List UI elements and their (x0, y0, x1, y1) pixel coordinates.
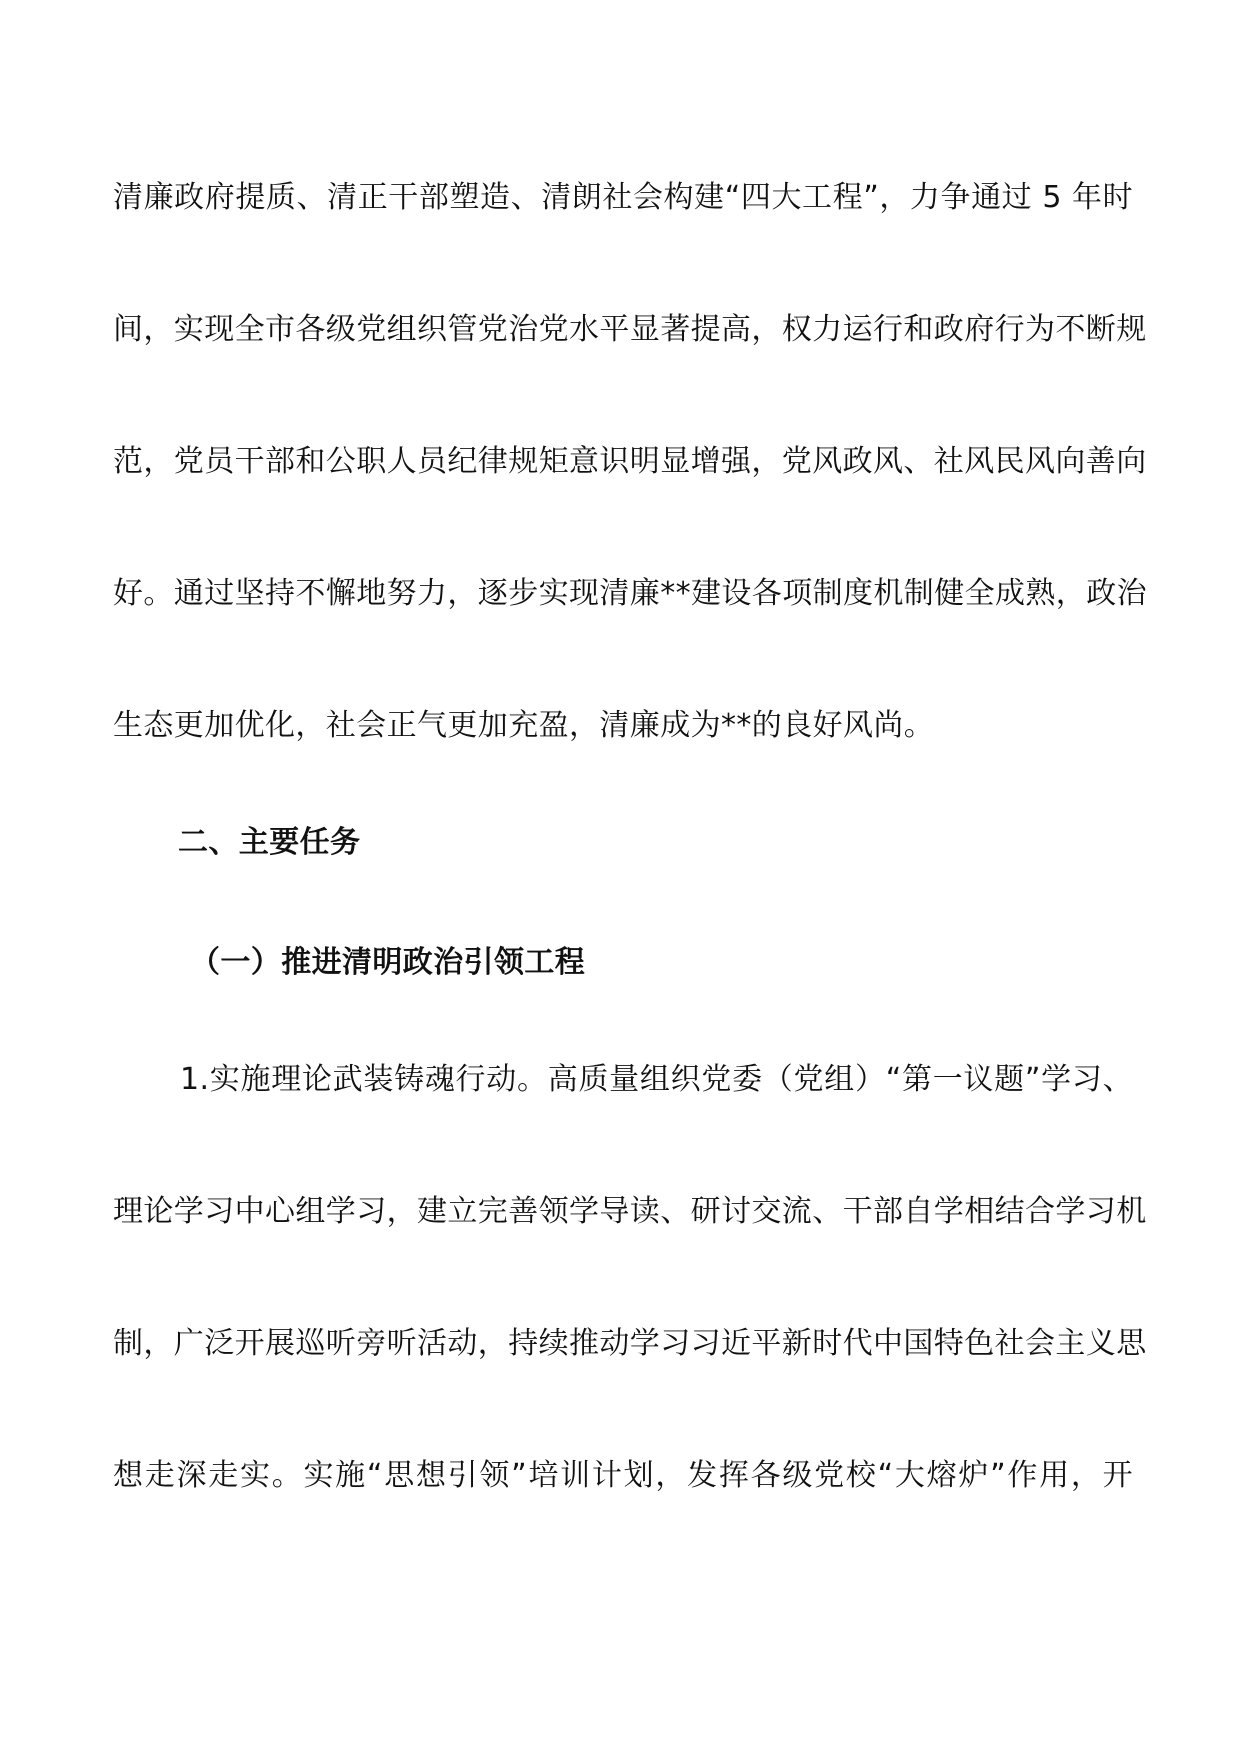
subsection-heading: （一）推进清明政治引领工程 (190, 945, 586, 980)
paragraph-line-5: 生态更加优化，社会正气更加充盈，清廉成为**的良好风尚。 (113, 708, 935, 743)
paragraph-line-3: 范，党员干部和公职人员纪律规矩意识明显增强，党风政风、社风民风向善向 (113, 444, 1147, 479)
item-line-3: 制，广泛开展巡听旁听活动，持续推动学习习近平新时代中国特色社会主义思 (113, 1326, 1147, 1361)
item-line-1: 1.实施理论武装铸魂行动。高质量组织党委（党组）“第一议题”学习、 (180, 1062, 1133, 1097)
section-heading: 二、主要任务 (178, 825, 361, 860)
paragraph-line-1: 清廉政府提质、清正干部塑造、清朗社会构建“四大工程”，力争通过 5 年时 (113, 180, 1133, 215)
item-line-4: 想走深走实。实施“思想引领”培训计划，发挥各级党校“大熔炉”作用，开 (113, 1458, 1133, 1493)
paragraph-line-4: 好。通过坚持不懈地努力，逐步实现清廉**建设各项制度机制健全成熟，政治 (113, 576, 1147, 611)
item-line-2: 理论学习中心组学习，建立完善领学导读、研讨交流、干部自学相结合学习机 (113, 1194, 1147, 1229)
paragraph-line-2: 间，实现全市各级党组织管党治党水平显著提高，权力运行和政府行为不断规 (113, 312, 1147, 347)
